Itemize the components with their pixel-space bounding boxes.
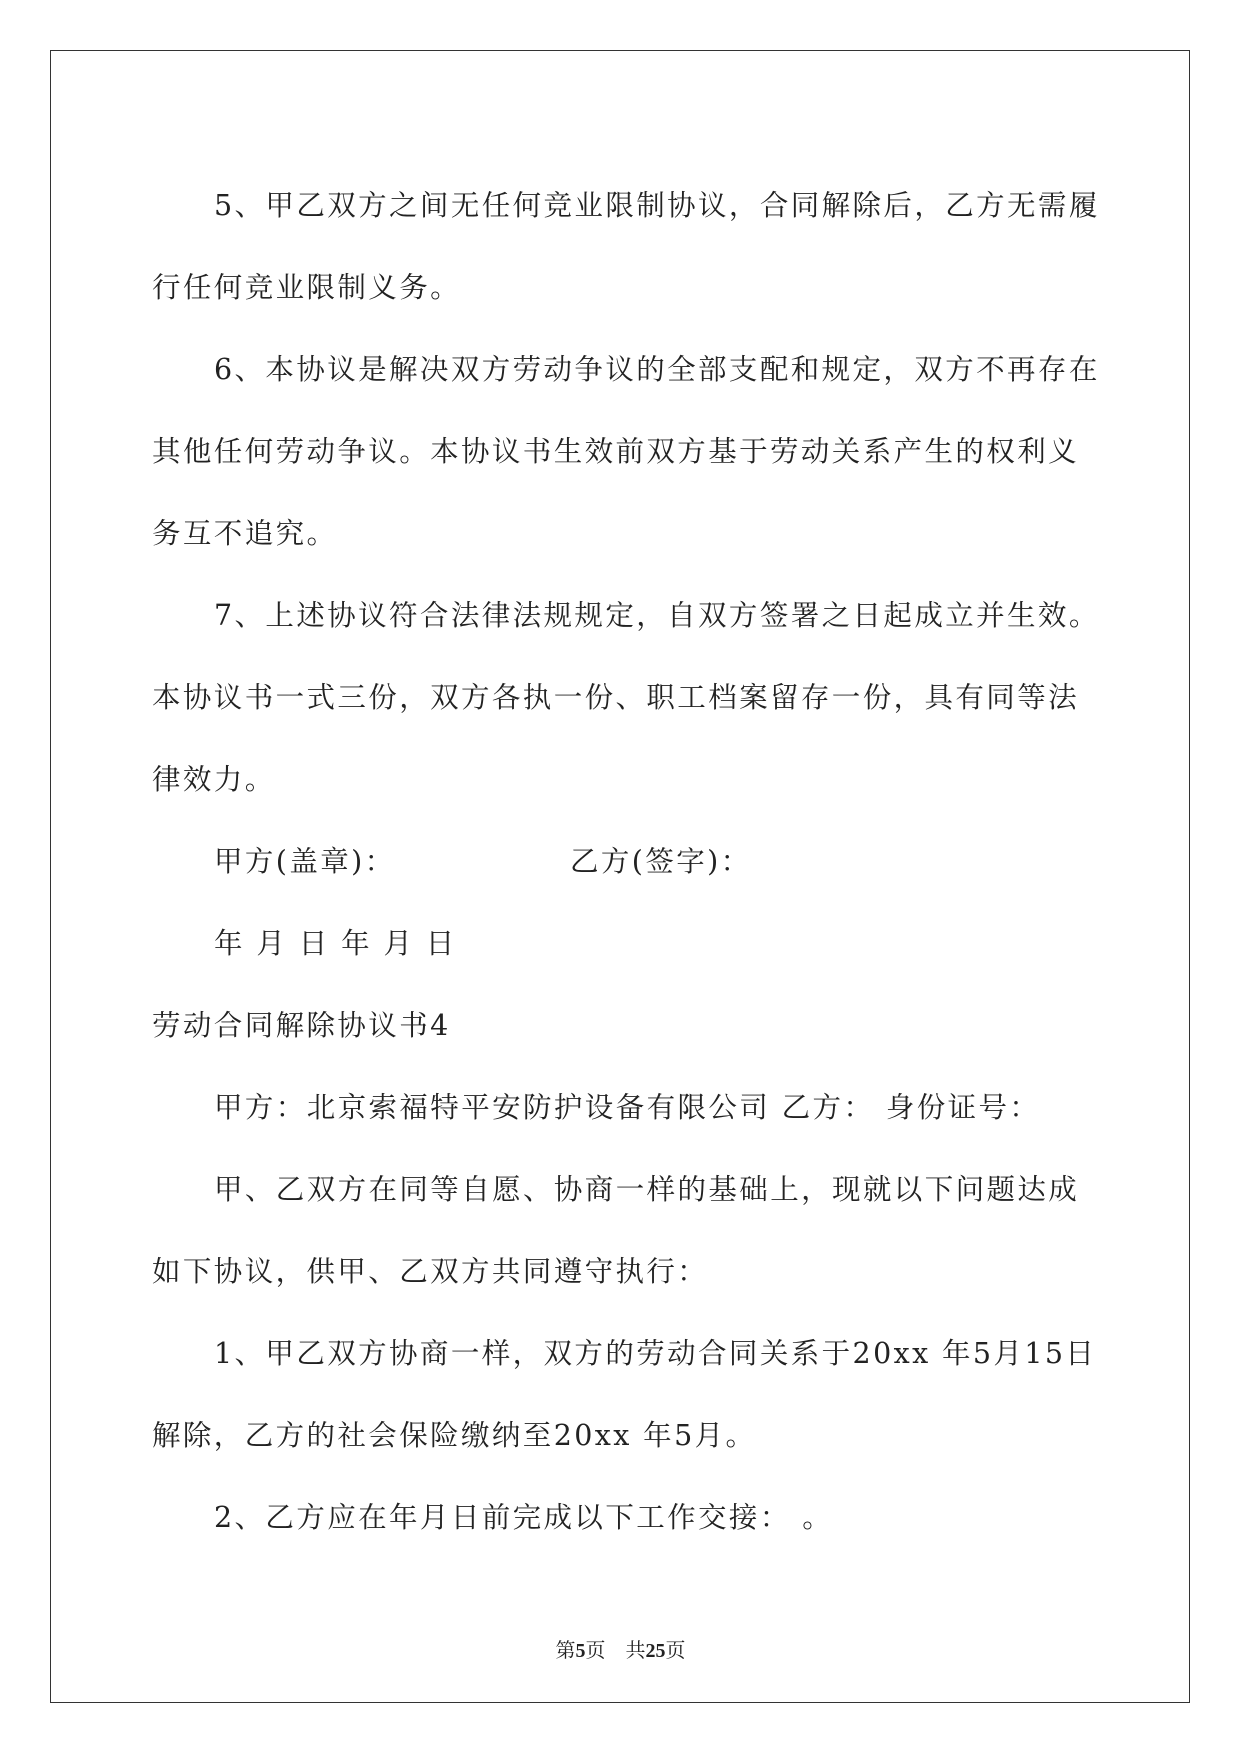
clause-6-line-3: 务互不追究。 (152, 517, 338, 550)
page-number-footer (0, 1634, 1241, 1663)
footer-page-suffix: 页 (585, 1640, 606, 1662)
signature-line (152, 821, 1092, 903)
intro-line-2: 如下协议，供甲、乙双方共同遵守执行： (152, 1255, 709, 1288)
document-body (152, 165, 1100, 1559)
footer-total-suffix: 页 (665, 1640, 686, 1662)
clause-7-line-1: 7、上述协议符合法律法规规定，自双方签署之日起成立并生效。 (214, 599, 1100, 632)
section-title: 劳动合同解除协议书4 (152, 1009, 451, 1042)
clause-5-line-1: 5、甲乙双方之间无任何竞业限制协议，合同解除后，乙方无需履 (214, 189, 1100, 222)
item-2-line-1: 2、乙方应在年月日前完成以下工作交接： 。 (214, 1501, 834, 1534)
footer-prefix: 第 (555, 1640, 576, 1662)
clause-5-line-2: 行任何竞业限制义务。 (152, 271, 462, 304)
clause-7-line-2: 本协议书一式三份，双方各执一份、职工档案留存一份，具有同等法 (152, 681, 1080, 714)
item-1-line-1: 1、甲乙双方协商一样，双方的劳动合同关系于20xx 年5月15日 (214, 1337, 1097, 1370)
footer-total-prefix: 共 (625, 1640, 646, 1662)
party-b-signature-label: 乙方(签字)： (570, 845, 752, 878)
clause-7-line-3: 律效力。 (152, 763, 276, 796)
item-1-line-2: 解除，乙方的社会保险缴纳至20xx 年5月。 (152, 1419, 757, 1452)
clause-6-line-1: 6、本协议是解决双方劳动争议的全部支配和规定，双方不再存在 (214, 353, 1100, 386)
current-page-number: 5 (575, 1640, 586, 1662)
intro-line-1: 甲、乙双方在同等自愿、协商一样的基础上，现就以下问题达成 (214, 1173, 1080, 1206)
total-page-count: 25 (645, 1640, 666, 1662)
parties-line: 甲方：北京索福特平安防护设备有限公司 乙方： 身份证号： (214, 1091, 1041, 1124)
signature-dates: 年 月 日 年 月 日 (214, 927, 457, 960)
clause-6-line-2: 其他任何劳动争议。本协议书生效前双方基于劳动关系产生的权利义 (152, 435, 1080, 468)
party-a-signature-label: 甲方(盖章)： (214, 845, 396, 878)
